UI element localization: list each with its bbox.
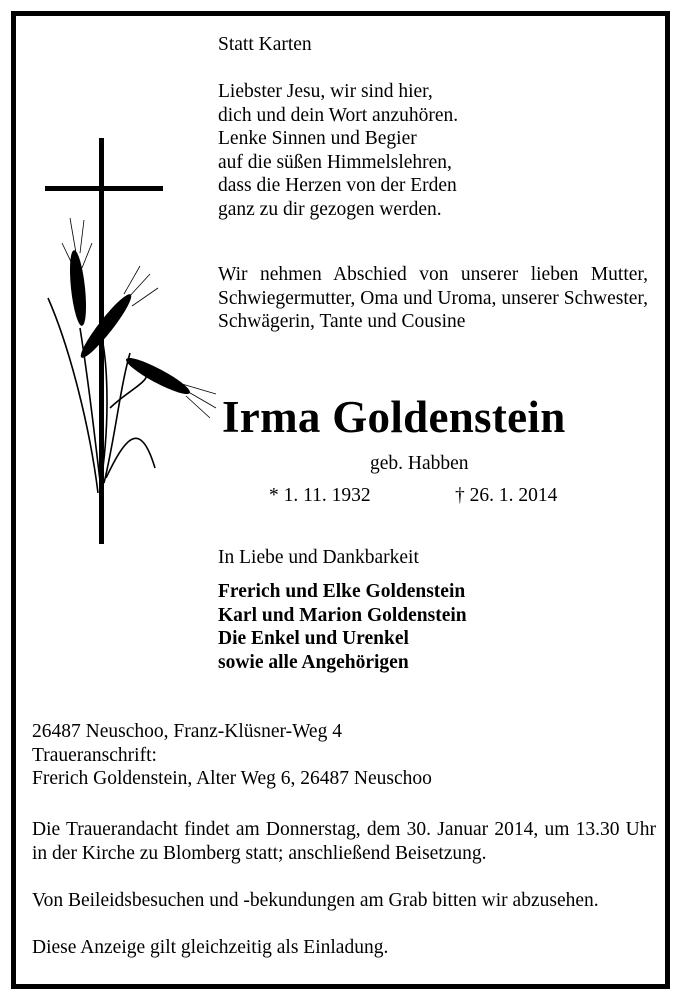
farewell-intro: Wir nehmen Abschied von unserer lieben Mutter, Schwiegermutter, Oma und Uroma, unserer Schwester, Schwägerin, Tante und Cousine (218, 264, 648, 333)
condolence-note: Von Beileidsbesuchen und -bekundungen am Grab bitten wir abzusehen. (32, 890, 599, 911)
mourner: Frerich und Elke Goldenstein (218, 581, 466, 602)
hymn-line: auf die süßen Himmelslehren, (218, 151, 452, 173)
invitation-note: Diese Anzeige gilt gleichzeitig als Einladung. (32, 937, 389, 958)
mourner: Karl und Marion Goldenstein (218, 604, 467, 626)
address-block (32, 720, 432, 791)
hymn-line: Liebster Jesu, wir sind hier, (218, 81, 433, 102)
birth-date: * 1. 11. 1932 (269, 485, 371, 506)
service-info: Die Trauerandacht findet am Donnerstag, dem 30. Januar 2014, um 13.30 Uhr in der Kirche zu Blomberg statt; anschließend Beisetzung. (32, 819, 656, 864)
mourner: Die Enkel und Urenkel (218, 628, 409, 650)
maiden-name: geb. Habben (370, 453, 469, 474)
hymn-line: dich und dein Wort anzuhören. (218, 104, 459, 126)
cross-with-wheat-icon (40, 138, 220, 548)
hymn-line: ganz zu dir gezogen werden. (218, 198, 442, 220)
death-date: † 26. 1. 2014 (455, 485, 558, 506)
hymn-line: Lenke Sinnen und Begier (218, 128, 417, 150)
address-line: Frerich Goldenstein, Alter Weg 6, 26487 Neuschoo (32, 768, 432, 790)
hymn-line: dass die Herzen von der Erden (218, 175, 457, 197)
address-line: Traueranschrift: (32, 744, 157, 766)
mourner: sowie alle Angehörigen (218, 651, 409, 673)
notice-heading: Statt Karten (218, 34, 312, 55)
mourners-list (218, 580, 467, 674)
deceased-name: Irma Goldenstein (222, 392, 566, 442)
address-line: 26487 Neuschoo, Franz-Klüsner-Weg 4 (32, 721, 342, 742)
hymn-verse (218, 80, 458, 222)
love-line: In Liebe und Dankbarkeit (218, 547, 419, 568)
